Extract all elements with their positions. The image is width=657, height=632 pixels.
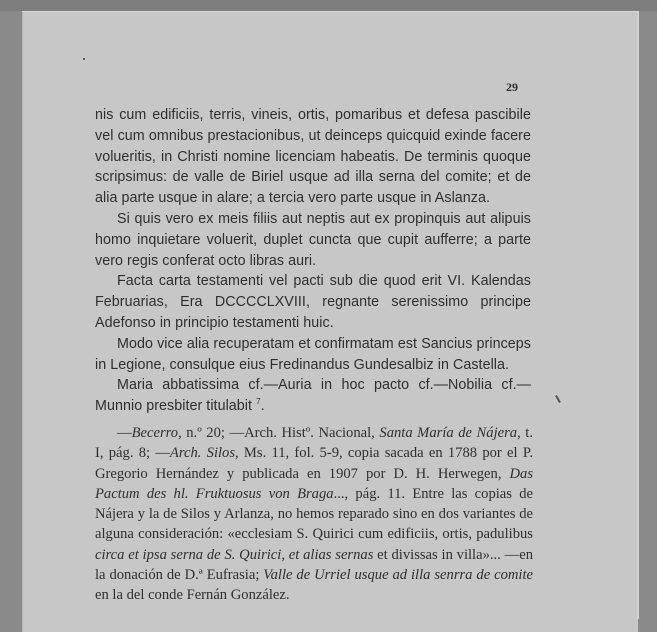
notes-paragraph — [95, 423, 533, 606]
paragraph: nis cum edificiis, terris, vineis, ortis, pomaribus et defesa pascibile vel cum omnibus prestacionibus, ut deinceps quicquid exinde facere volueritis, in Christi nomine licenciam habeatis. De terminis quoque scripsimus: de valle de Biriel usque ad illa serna del comite; et de alia parte usque in alare; a tercia vero parte usque in Aslanza. — [95, 107, 531, 207]
italic-citation: circa et ipsa serna de S. Quirici, et alias sernas — [95, 546, 374, 563]
note-text: , Ms. 11, fol. 5-9, copia sacada en 1788 por el P. Gregorio Hernández y publicada en 1907 por D. H. Herwegen, — [95, 445, 533, 482]
italic-citation: Santa María de Nájera — [379, 425, 518, 441]
italic-citation: Arch. Silos — [169, 445, 236, 462]
italic-citation: Becerro — [131, 425, 179, 441]
page-edge — [637, 11, 639, 619]
note-text: et divissas in villa»... —en la donación de D.ª Eufrasia; — [95, 546, 533, 584]
italic-citation: Valle de Urriel usque ad illa senrra de comite — [263, 567, 533, 584]
charter-text — [95, 105, 531, 417]
scan-speck — [83, 58, 85, 60]
paragraph: Si quis vero ex meis filiis aut neptis aut ex propinquis aut alipuis homo inquietare voluerit, duplet cuncta que cupit aufferre; a parte vero regis conferat octo libras auri. — [95, 210, 531, 269]
signatures-paragraph — [95, 375, 531, 417]
source-notes — [95, 423, 533, 606]
paragraph: Facta carta testamenti vel pacti sub die quod erit VI. Kalendas Februarias, Era DCCCCLXVIII, regnante serenissimo principe Adefonso in principio testamenti huic. — [95, 273, 531, 331]
paragraph: Modo vice alia recuperatam et confirmatam est Sancius princeps in Legione, consulque eius Fredinandus Gundesalbiz in Castella. — [95, 335, 531, 373]
signatures-end: . — [260, 398, 265, 415]
note-text: ..., pág. 11. Entre las copias de Nájera y la de Silos y Arlanza, no hemos reparado sino en dos variantes de alguna consideración: «ecclesiam S. Quirici cum edificiis, ortis, padulibus — [95, 485, 533, 543]
note-text: — — [117, 425, 132, 441]
footnote-reference[interactable]: 7 — [256, 397, 261, 407]
signatures-text: Maria abbatissima cf.—Auria in hoc pacto cf.—Nobilia cf.—Munnio presbiter titulabit — [95, 377, 531, 415]
page-number: 29 — [506, 80, 518, 94]
note-text: , n.º 20; —Arch. Histº. Nacional, — [178, 425, 380, 441]
note-text: , t. I, pág. 8; — — [95, 425, 533, 462]
italic-citation: Das Pactum des hl. Fruktuosus von Braga — [95, 465, 533, 502]
viewer-background — [0, 0, 657, 11]
note-text: en la del conde Fernán González. — [95, 587, 290, 604]
